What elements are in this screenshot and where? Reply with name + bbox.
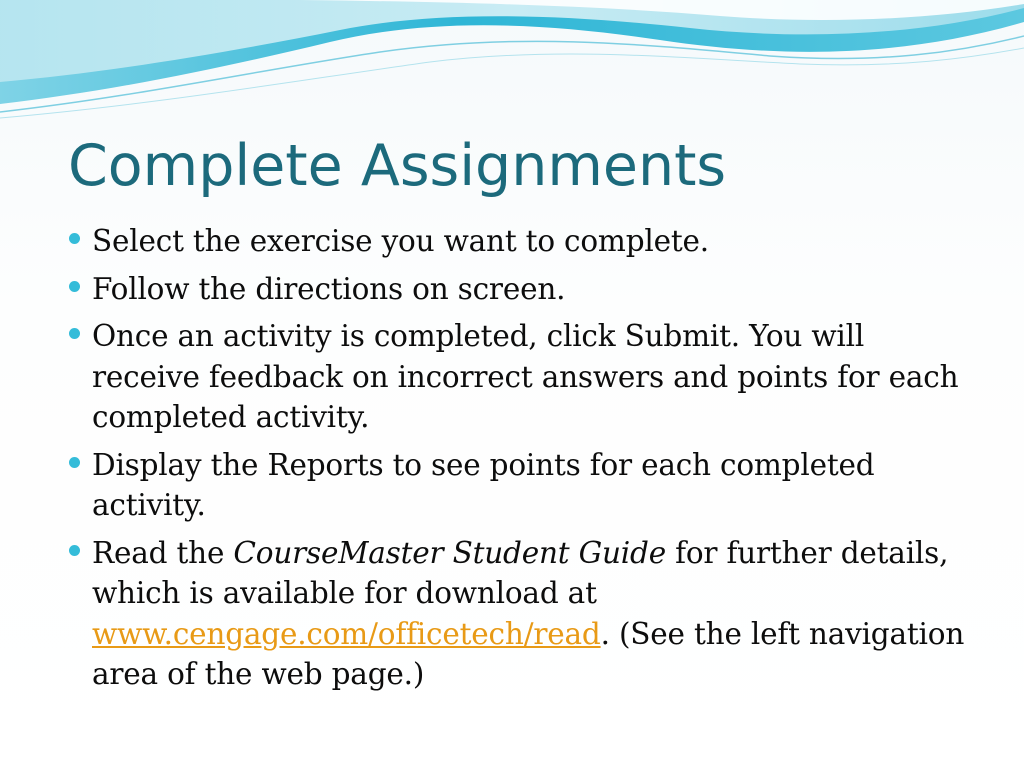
bullet-item	[68, 269, 968, 310]
slide-title: Complete Assignments	[68, 133, 727, 199]
bullet-marker-icon	[69, 281, 80, 292]
bullet-item	[68, 533, 968, 695]
bullet-text: Select the exercise you want to complete.	[92, 224, 709, 258]
download-link[interactable]: www.cengage.com/officetech/read	[92, 616, 601, 651]
header-wave-decoration	[0, 0, 1024, 130]
bullet-list	[68, 221, 968, 702]
bullet-text	[92, 536, 964, 692]
bullet-text: Follow the directions on screen.	[92, 271, 566, 306]
bullet-text: Display the Reports to see points for each completed activity.	[92, 447, 875, 522]
bullet-marker-icon	[69, 545, 80, 556]
bullet-item	[68, 316, 968, 438]
bullet-text-suffix: . (See the left navigation area of the web page.)	[92, 616, 965, 691]
bullet-item	[68, 445, 968, 526]
guide-title: CourseMaster Student Guide	[233, 535, 666, 570]
bullet-text-prefix: Read the	[92, 535, 234, 570]
bullet-marker-icon	[69, 233, 80, 244]
bullet-text: Once an activity is completed, click Submit. You will receive feedback on incorrect answers and points for each completed activity.	[92, 319, 959, 434]
bullet-text-middle: for further details, which is available for download at	[92, 535, 949, 610]
bullet-marker-icon	[69, 457, 80, 468]
bullet-marker-icon	[69, 328, 80, 339]
bullet-item	[68, 221, 968, 262]
